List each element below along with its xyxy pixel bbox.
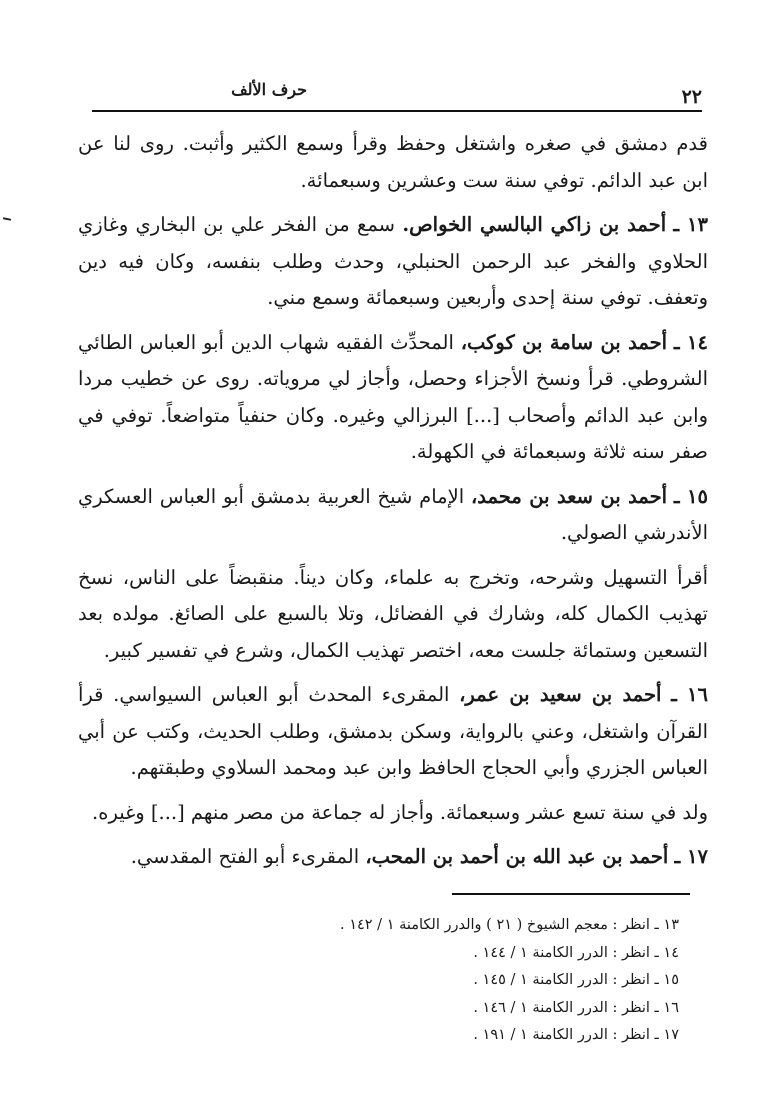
- margin-mark: [3, 217, 11, 221]
- paragraph: [78, 839, 708, 876]
- paragraph: [78, 795, 708, 832]
- footnote: ١٣ ـ انظر : معجم الشيوخ ( ٢١ ) والدرر الكامنة ١ / ١٤٢ .: [339, 917, 679, 933]
- footnote: ١٤ ـ انظر : الدرر الكامنة ١ / ١٤٤ .: [473, 944, 679, 961]
- entry-text: الإمام شيخ العربية بدمشق أبو العباس العسكري الأندرشي الصولي.: [78, 484, 708, 544]
- entry-name: أحمد بن سامة بن كوكب،: [460, 330, 668, 354]
- entry-text: المقرىء المحدث أبو العباس السيواسي. قرأ القرآن واشتغل، وعني بالرواية، وسكن بدمشق، وطلب الحديث، وكتب عن أبي العباس الجزري وأبي الحجاج الحافظ وابن عبد ومحمد السلاوي وطبقتهم.: [78, 683, 708, 779]
- entry-name: أحمد بن عبد الله بن أحمد بن المحب،: [365, 845, 669, 868]
- entry-number: ١٤ ـ: [673, 330, 708, 354]
- entry-number: ١٦ ـ: [671, 683, 708, 706]
- entry-text: أقرأ التسهيل وشرحه، وتخرج به علماء، وكان ديناً. منقبضاً على الناس، نسخ تهذيب الكمال كله، وشارك في الفضائل، وتلا بالسبع على الصائغ. مولده بعد التسعين وستمائة جلست معه، اختصر تهذيب الكمال، وشرع في تفسير كبير.: [78, 565, 708, 662]
- paragraph: [78, 325, 708, 471]
- paragraph: [78, 207, 708, 317]
- entry-text: المحدِّث الفقيه شهاب الدين أبو العباس الطائي الشروطي. قرأ ونسخ الأجزاء وحصل، وأجاز لي مروياته. روى عن خطيب مردا وابن عبد الدائم وأصحاب [...] البرزالي وغيره. وكان حنفياً متواضعاً. توفي في صفر سنه ثلاثة وسبعمائة في الكهولة.: [78, 330, 708, 463]
- entry-name: أحمد بن زاكي البالسي الخواص.: [402, 213, 667, 236]
- entry-text: سمع من الفخر علي بن البخاري وغازي الحلاوي والفخر عبد الرحمن الحنبلي، وحدث وطلب بنفسه، وكان فيه دين وتعفف. توفي سنة إحدى وأربعين وسبعمائة وسمع مني.: [78, 213, 708, 309]
- entry-number: ١٣ ـ: [673, 213, 708, 236]
- footnote: ١٦ ـ انظر : الدرر الكامنة ١ / ١٤٦ .: [473, 999, 679, 1016]
- paragraph: [78, 479, 708, 552]
- footnotes: [259, 912, 679, 1050]
- footnote: ١٧ ـ انظر : الدرر الكامنة ١ / ١٩١ .: [473, 1027, 679, 1043]
- entry-number: ١٧ ـ: [674, 845, 708, 868]
- entry-text: ولد في سنة تسع عشر وسبعمائة. وأجاز له جماعة من مصر منهم [...] وغيره.: [92, 800, 708, 824]
- page-number: ٢٢: [681, 86, 702, 108]
- footnote: ١٥ ـ انظر : الدرر الكامنة ١ / ١٤٥ .: [473, 972, 679, 988]
- footnote-rule: [452, 893, 690, 895]
- entry-text: المقرىء أبو الفتح المقدسي.: [130, 845, 360, 868]
- header-rule: [92, 110, 702, 112]
- paragraph: [78, 677, 708, 787]
- section-title: حرف الألف: [231, 80, 307, 99]
- paragraph: [78, 560, 708, 670]
- paragraph: [78, 126, 708, 199]
- running-header: [92, 74, 702, 114]
- entry-name: أحمد بن سعيد بن عمر،: [459, 683, 662, 706]
- entry-text: قدم دمشق في صغره واشتغل وحفظ وقرأ وسمع الكثير وأثبت. روى لنا عن ابن عبد الدائم. توفي سنة ست وعشرين وسبعمائة.: [78, 132, 708, 192]
- entry-number: ١٥ ـ: [673, 484, 708, 508]
- entry-name: أحمد بن سعد بن محمد،: [471, 484, 668, 508]
- main-text: [78, 126, 708, 884]
